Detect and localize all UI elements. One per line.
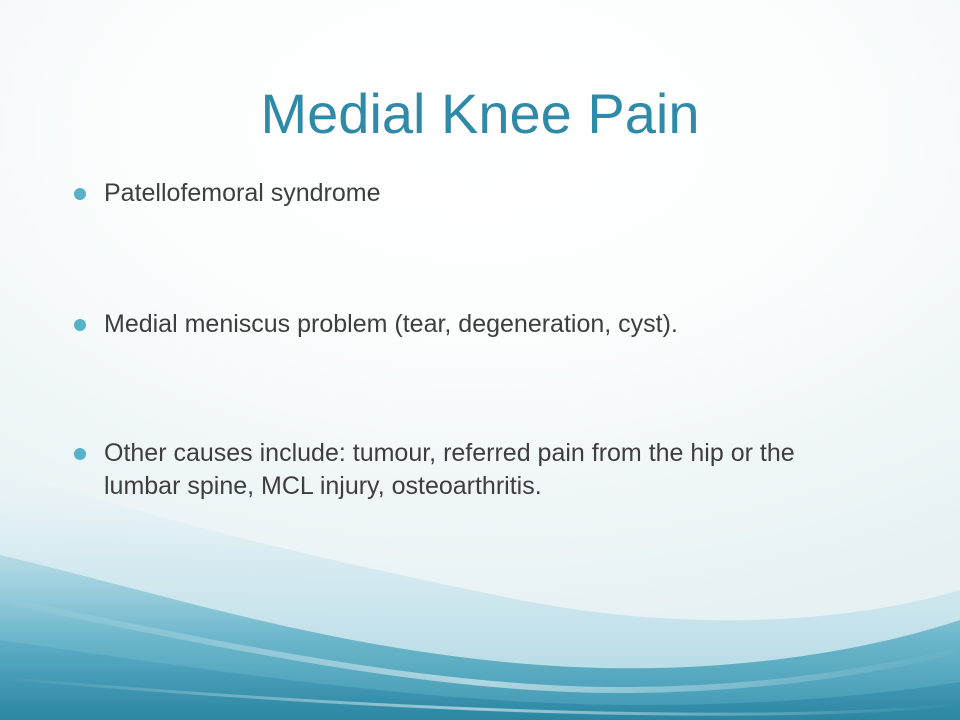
bullet-marker-icon xyxy=(74,448,86,460)
bullet-marker-icon xyxy=(74,188,86,200)
bullet-marker-icon xyxy=(74,319,86,331)
slide-title: Medial Knee Pain xyxy=(260,82,700,145)
bullet-text: Patellofemoral syndrome xyxy=(104,179,381,207)
bullet-item xyxy=(104,437,864,503)
bullet-text: Medial meniscus problem (tear, degeneration, cyst). xyxy=(104,310,678,338)
bullet-item xyxy=(104,177,864,210)
bullet-text: Other causes include: tumour, referred pain from the hip or the lumbar spine, MCL injury, osteoarthritis. xyxy=(104,439,795,500)
bullet-item xyxy=(104,308,864,341)
